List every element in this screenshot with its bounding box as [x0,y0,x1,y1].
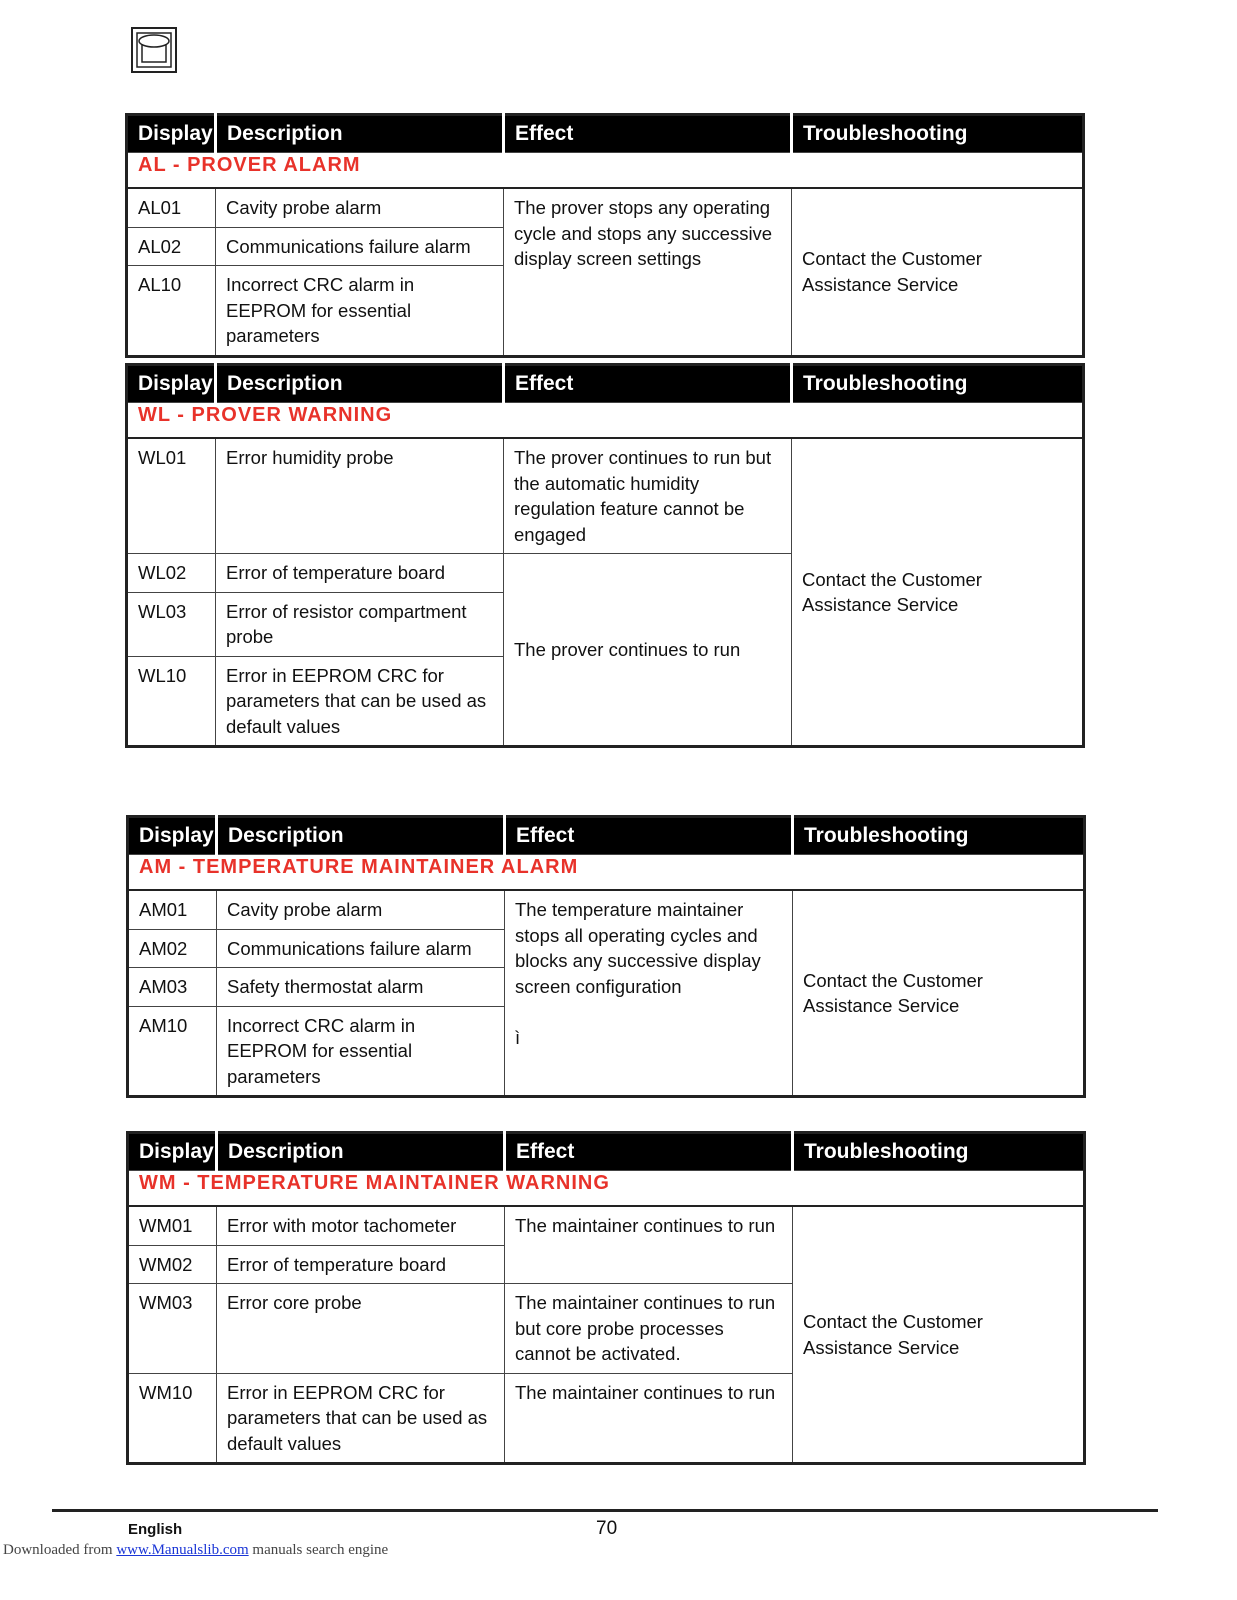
description: Incorrect CRC alarm in EEPROM for essential parameters [216,266,504,357]
display-code: WM02 [128,1245,217,1284]
display-code: AL10 [127,266,216,357]
display-code: WL02 [127,554,216,593]
effect: The prover continues to run but the automatic humidity regulation feature cannot be engaged [504,438,792,554]
section-title: WM - TEMPERATURE MAINTAINER WARNING [128,1171,1085,1207]
description: Error with motor tachometer [217,1206,505,1245]
header-troubleshooting: Troubleshooting [792,115,1084,153]
header-row [128,1133,1085,1171]
footer-rule [52,1509,1158,1512]
section-row [128,1171,1085,1207]
troubleshooting: Contact the Customer Assistance Service [792,188,1084,356]
header-description: Description [217,817,505,855]
section-row [127,403,1084,439]
header-troubleshooting: Troubleshooting [793,817,1085,855]
description: Incorrect CRC alarm in EEPROM for essential parameters [217,1006,505,1097]
header-display: Display [127,115,216,153]
table-row [128,890,1085,929]
header-display: Display [127,365,216,403]
header-description: Description [216,115,504,153]
troubleshooting: Contact the Customer Assistance Service [792,438,1084,747]
effect-stray-char: ì [515,1027,521,1048]
display-code: AL01 [127,188,216,227]
header-description: Description [216,365,504,403]
display-code: WM03 [128,1284,217,1374]
footer-language: English [128,1521,183,1538]
description: Error core probe [217,1284,505,1374]
header-row [127,365,1084,403]
maintainer-alarm-table [126,815,1086,1098]
page-number: 70 [596,1518,618,1539]
display-code: AM01 [128,890,217,929]
header-row [127,115,1084,153]
header-display: Display [128,817,217,855]
effect: The maintainer continues to run [505,1373,793,1464]
section-title: WL - PROVER WARNING [127,403,1084,439]
description: Error of temperature board [216,554,504,593]
description: Cavity probe alarm [216,188,504,227]
troubleshooting: Contact the Customer Assistance Service [793,1206,1085,1464]
prover-alarm-table [125,113,1085,358]
description: Error in EEPROM CRC for parameters that can be used as default values [216,656,504,747]
effect: The maintainer continues to run but core probe processes cannot be activated. [505,1284,793,1374]
download-notice [3,1542,388,1559]
description: Error humidity probe [216,438,504,554]
description: Communications failure alarm [217,929,505,968]
display-code: WM10 [128,1373,217,1464]
header-effect: Effect [504,115,792,153]
header-troubleshooting: Troubleshooting [793,1133,1085,1171]
header-display: Display [128,1133,217,1171]
description: Cavity probe alarm [217,890,505,929]
download-prefix: Downloaded from [3,1542,113,1558]
header-troubleshooting: Troubleshooting [792,365,1084,403]
display-code: WL01 [127,438,216,554]
section-title: AL - PROVER ALARM [127,153,1084,189]
display-code: WL03 [127,592,216,656]
description: Error in EEPROM CRC for parameters that can be used as default values [217,1373,505,1464]
header-description: Description [217,1133,505,1171]
effect-cell [505,890,793,1097]
table-row [127,438,1084,554]
header-effect: Effect [505,1133,793,1171]
header-row [128,817,1085,855]
manualslib-link[interactable]: www.Manualslib.com [116,1542,249,1558]
description: Error of temperature board [217,1245,505,1284]
effect: The prover stops any operating cycle and stops any successive display screen settings [504,188,792,356]
description: Safety thermostat alarm [217,968,505,1007]
table-row [127,188,1084,227]
prover-warning-table [125,363,1085,748]
troubleshooting: Contact the Customer Assistance Service [793,890,1085,1097]
display-code: AL02 [127,227,216,266]
download-suffix: manuals search engine [252,1542,389,1558]
table-row [128,1206,1085,1245]
maintainer-warning-table [126,1131,1086,1465]
effect: The prover continues to run [504,554,792,747]
section-row [128,855,1085,891]
appliance-logo-icon [131,27,177,73]
display-code: AM02 [128,929,217,968]
effect: The temperature maintainer stops all operating cycles and blocks any successive display screen configuration [515,899,761,997]
display-code: WL10 [127,656,216,747]
header-effect: Effect [505,817,793,855]
display-code: AM10 [128,1006,217,1097]
header-effect: Effect [504,365,792,403]
description: Error of resistor compartment probe [216,592,504,656]
section-row [127,153,1084,189]
effect: The maintainer continues to run [505,1206,793,1284]
display-code: WM01 [128,1206,217,1245]
description: Communications failure alarm [216,227,504,266]
section-title: AM - TEMPERATURE MAINTAINER ALARM [128,855,1085,891]
display-code: AM03 [128,968,217,1007]
